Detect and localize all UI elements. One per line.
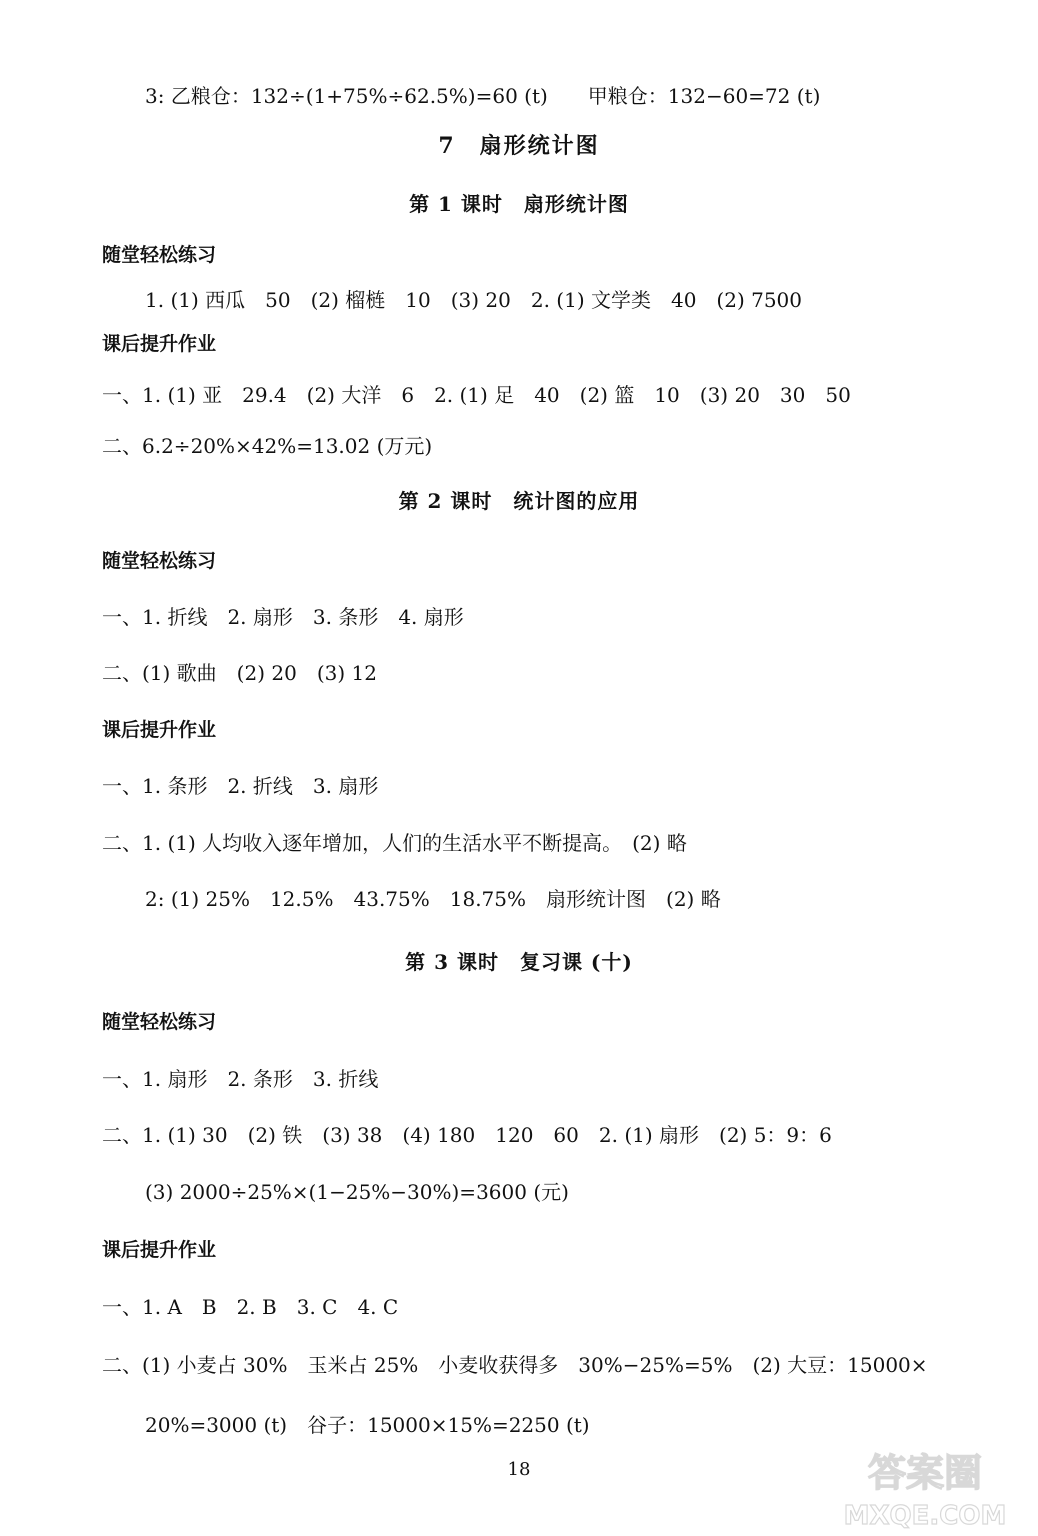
section-heading: 课后提升作业 — [102, 333, 217, 355]
answer-line: 二、1. (1) 30 (2) 铁 (3) 38 (4) 180 120 60 2. (1) 扇形 (2) 5：9：6 — [102, 1123, 832, 1147]
lesson-title: 第 3 课时 复习课 (十) — [405, 950, 633, 974]
answer-line: 一、1. 扇形 2. 条形 3. 折线 — [102, 1067, 379, 1091]
answer-line: 二、(1) 小麦占 30% 玉米占 25% 小麦收获得多 30%−25%=5% (2) 大豆：15000× — [102, 1353, 928, 1377]
watermark-bottom-text: MXQE.COM — [843, 1501, 1007, 1530]
answer-line: 3: 乙粮仓：132÷(1+75%÷62.5%)=60 (t) 甲粮仓：132−60=72 (t) — [145, 84, 821, 108]
answer-line: (3) 2000÷25%×(1−25%−30%)=3600 (元) — [145, 1180, 569, 1204]
answer-line: 1. (1) 西瓜 50 (2) 榴梿 10 (3) 20 2. (1) 文学类 40 (2) 7500 — [145, 288, 803, 312]
answer-line: 二、1. (1) 人均收入逐年增加，人们的生活水平不断提高。 (2) 略 — [102, 831, 687, 855]
section-heading: 随堂轻松练习 — [102, 244, 217, 266]
section-heading: 课后提升作业 — [102, 1239, 217, 1261]
lesson-title: 第 1 课时 扇形统计图 — [409, 192, 629, 216]
answer-line: 一、1. 折线 2. 扇形 3. 条形 4. 扇形 — [102, 605, 464, 629]
watermark-logo — [820, 1444, 1030, 1530]
chapter-title: 7 扇形统计图 — [438, 133, 600, 159]
answer-line: 二、6.2÷20%×42%=13.02 (万元) — [102, 434, 433, 458]
answer-line: 2: (1) 25% 12.5% 43.75% 18.75% 扇形统计图 (2) 略 — [145, 887, 721, 911]
answer-line: 一、1. 条形 2. 折线 3. 扇形 — [102, 774, 379, 798]
section-heading: 随堂轻松练习 — [102, 1011, 217, 1033]
section-heading: 随堂轻松练习 — [102, 550, 217, 572]
section-heading: 课后提升作业 — [102, 719, 217, 741]
page-number: 18 — [507, 1459, 531, 1480]
answer-line: 一、1. A B 2. B 3. C 4. C — [102, 1295, 399, 1319]
answer-line: 20%=3000 (t) 谷子：15000×15%=2250 (t) — [145, 1413, 590, 1437]
answer-line: 二、(1) 歌曲 (2) 20 (3) 12 — [102, 661, 377, 685]
answer-line: 一、1. (1) 亚 29.4 (2) 大洋 6 2. (1) 足 40 (2) 篮 10 (3) 20 30 50 — [102, 383, 851, 407]
watermark-top-text: 答案圈 — [867, 1451, 983, 1495]
lesson-title: 第 2 课时 统计图的应用 — [398, 489, 640, 513]
